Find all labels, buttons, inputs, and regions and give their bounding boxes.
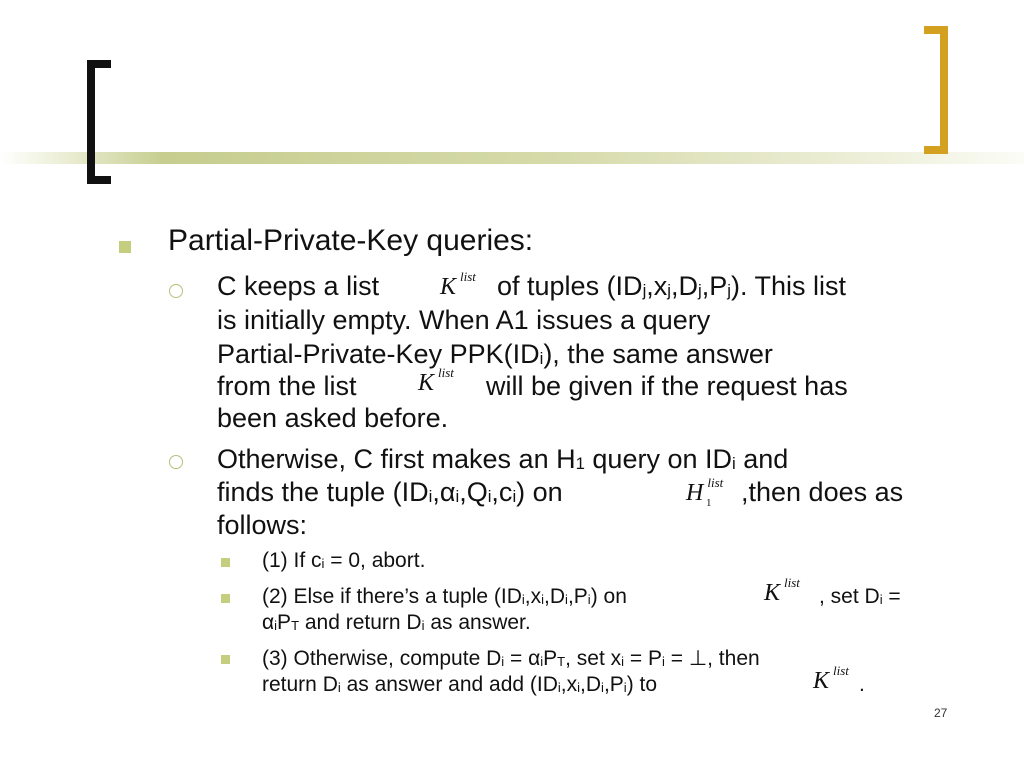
sub3-text: = ⊥, then [664, 647, 760, 670]
para1-text: been asked before. [217, 403, 449, 433]
sub3-text: return D [262, 673, 338, 696]
subscript: i [623, 680, 627, 695]
para1-text: from the list [217, 371, 357, 401]
h1-list-formula [686, 475, 724, 509]
page-number: 27 [934, 706, 948, 720]
sub3-text: ,P [603, 673, 624, 696]
sub2-text: ,D [544, 585, 566, 608]
right-bracket-decoration [924, 26, 948, 154]
subscript: 1 [575, 454, 585, 473]
subscript: T [557, 654, 566, 669]
small-square-bullet-icon [221, 655, 230, 664]
sub2-text: = [882, 585, 901, 608]
circle-bullet-icon [169, 284, 183, 298]
subscript: i [565, 592, 568, 607]
para2-text: query on ID [584, 444, 732, 474]
formula-k: K [418, 370, 435, 396]
subscript: i [512, 487, 517, 506]
heading [168, 224, 533, 258]
subscript: i [421, 618, 425, 633]
para1-text: ,x [646, 271, 668, 301]
para2-text: ,Q [459, 477, 488, 507]
para1-line4b [486, 371, 848, 402]
subscript: i [539, 349, 544, 368]
formula-list-sup: list [784, 575, 800, 590]
sub3-text: , set x [565, 647, 622, 670]
subscript: i [428, 487, 433, 506]
k-list-formula [764, 575, 800, 607]
para2-text: finds the tuple (ID [217, 477, 429, 507]
para1-text: ,P [701, 271, 728, 301]
subscript: i [557, 680, 561, 695]
sub2-text: (2) Else if there’s a tuple (ID [262, 585, 522, 608]
para1-text: ,D [671, 271, 699, 301]
subscript: i [455, 487, 460, 506]
subscript: i [879, 592, 883, 607]
para1-line5 [217, 403, 448, 434]
para2-line2 [217, 477, 563, 508]
subscript: j [642, 281, 647, 300]
heading-text: Partial-Private-Key queries: [168, 224, 534, 257]
para1-line1 [217, 271, 379, 302]
para2-text: ,α [432, 477, 456, 507]
sub2-text: α [262, 611, 275, 634]
para2-text: Otherwise, C first makes an H [217, 444, 576, 474]
formula-h: H [686, 480, 704, 506]
subscript: j [698, 281, 702, 300]
subscript: i [337, 680, 341, 695]
para2-line1 [217, 444, 788, 475]
sub3-text: as answer and add (ID [340, 673, 558, 696]
k-list-formula [440, 269, 476, 301]
para2-text: ) on [516, 477, 563, 507]
square-bullet-icon [119, 241, 131, 253]
subscript: j [727, 281, 731, 300]
sub3-text: = α [504, 647, 541, 670]
para2-text: and [735, 444, 789, 474]
subscript: T [291, 618, 300, 633]
header-bar-fade [0, 152, 160, 164]
para2-text: follows: [217, 510, 308, 540]
subscript: i [577, 680, 581, 695]
sub3-line2b [859, 673, 865, 697]
sub3-text: = P [624, 647, 662, 670]
formula-k: K [764, 580, 781, 606]
subscript: i [587, 592, 591, 607]
subscript: i [521, 592, 525, 607]
subscript: i [601, 680, 604, 695]
k-list-formula [813, 663, 849, 695]
sub2-line1b [819, 585, 901, 609]
para1-text: will be given if the request has [486, 371, 848, 401]
formula-k: K [813, 668, 830, 694]
subscript: i [321, 556, 325, 571]
sub2-text: ) on [590, 585, 627, 608]
k-list-formula [418, 365, 454, 397]
subscript: i [487, 487, 492, 506]
subscript: i [731, 454, 736, 473]
sub3-text: . [859, 673, 865, 696]
sub3-text: ,D [580, 673, 602, 696]
sub2-text: P [277, 611, 292, 634]
para1-line1b [497, 271, 846, 302]
small-square-bullet-icon [221, 594, 230, 603]
para1-text: C keeps a list [217, 271, 380, 301]
sub3-line2 [262, 673, 657, 697]
sub3-text: P [543, 647, 558, 670]
subscript: i [501, 654, 505, 669]
para1-text: ), the same answer [543, 339, 773, 369]
sub3-line1 [262, 646, 760, 671]
para2-text: ,c [491, 477, 513, 507]
small-square-bullet-icon [221, 558, 230, 567]
sub1-line [262, 549, 425, 573]
formula-list-sup: list [460, 269, 476, 284]
para1-text: Partial-Private-Key PPK(ID [217, 339, 540, 369]
para2-text: ,then does as [741, 477, 904, 507]
subscript: i [540, 654, 544, 669]
para1-line4 [217, 371, 357, 402]
sub2-text: as answer. [424, 611, 531, 634]
subscript: j [667, 281, 672, 300]
sub2-line1 [262, 585, 627, 609]
sub2-text: , set D [819, 585, 880, 608]
para1-line3 [217, 339, 773, 370]
circle-bullet-icon [169, 455, 183, 469]
sub2-text: ,P [567, 585, 588, 608]
subscript: i [274, 618, 278, 633]
para1-text: of tuples (ID [497, 271, 643, 301]
formula-list-sup: list [833, 663, 849, 678]
left-bracket-decoration [87, 60, 111, 184]
subscript: i [541, 592, 545, 607]
formula-list-sup: list [707, 475, 724, 490]
sub2-line2 [262, 611, 531, 635]
para1-text: is initially empty. When A1 issues a query [217, 305, 711, 335]
formula-list-sup: list [438, 365, 454, 380]
sub3-text: (3) Otherwise, compute D [262, 647, 502, 670]
sub1-text: = 0, abort. [324, 549, 426, 572]
para1-line2 [217, 305, 710, 336]
subscript: i [662, 654, 665, 669]
header-bar [160, 152, 1024, 164]
sub2-text: ,x [524, 585, 542, 608]
sub3-text: ,x [560, 673, 578, 696]
para2-line2b [741, 477, 903, 508]
sub3-text: ) to [626, 673, 658, 696]
formula-k: K [440, 274, 457, 300]
para2-line3 [217, 510, 307, 541]
para1-text: ). This list [730, 271, 846, 301]
sub2-text: and return D [299, 611, 422, 634]
sub1-text: (1) If c [262, 549, 322, 572]
formula-sub-one: 1 [706, 497, 712, 509]
subscript: i [621, 654, 625, 669]
